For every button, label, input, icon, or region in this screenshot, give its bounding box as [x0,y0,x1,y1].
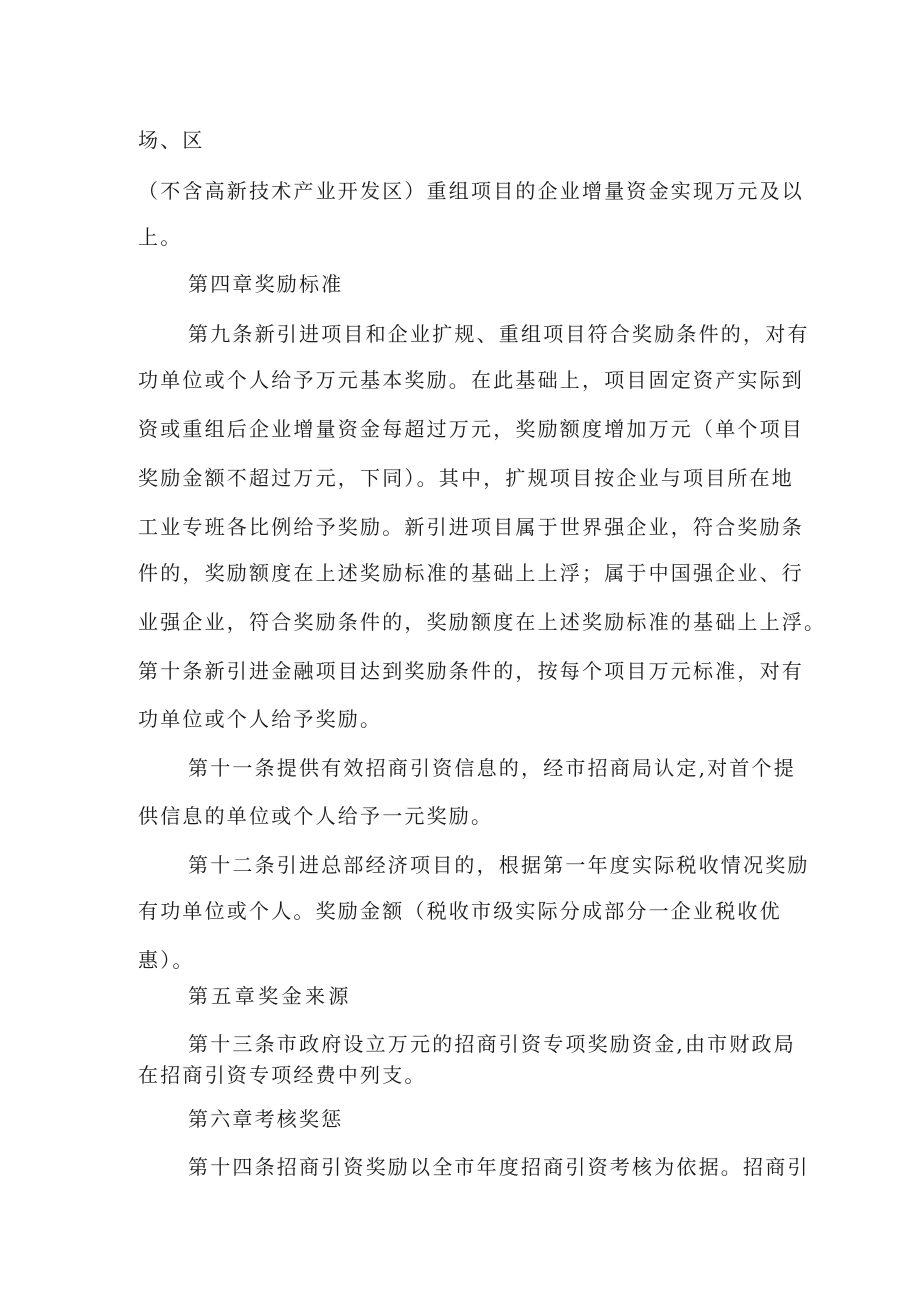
text-line: 功单位或个人给予奖励。 [138,707,383,731]
text-line: 工业专班各比例给予奖励。新引进项目属于世界强企业，符合奖励条 [138,515,804,539]
text-line: 惠）。 [138,948,195,972]
text-line: 资或重组后企业增量资金每超过万元，奖励额度增加万元（单个项目 [138,417,804,441]
text-line: （不含高新技术产业开发区）重组项目的企业增量资金实现万元及以 [138,179,804,203]
chapter-heading: 第四章奖励标准 [188,272,344,296]
text-line: 上。 [138,225,183,249]
text-line: 第十条新引进金融项目达到奖励条件的，按每个项目万元标准，对有 [138,659,804,683]
text-line: 第十二条引进总部经济项目的，根据第一年度实际税收情况奖励 [188,853,810,877]
text-line: 第十一条提供有效招商引资信息的，经市招商局认定,对首个提 [188,756,796,780]
text-line: 在招商引资专项经费中列支。 [138,1063,427,1087]
text-line: 场、区 [138,128,205,152]
text-line: 第九条新引进项目和企业扩规、重组项目符合奖励条件的，对有 [188,322,810,346]
text-line: 功单位或个人给予万元基本奖励。在此基础上，项目固定资产实际到 [138,368,804,392]
text-line: 第十四条招商引资奖励以全市年度招商引资考核为依据。招商引 [188,1155,810,1179]
text-line: 有功单位或个人。奖励金额（税收市级实际分成部分一企业税收优 [138,899,782,923]
text-line: 供信息的单位或个人给予一元奖励。 [138,804,494,828]
chapter-heading: 第六章考核奖惩 [188,1107,344,1131]
text-line: 件的，奖励额度在上述奖励标准的基础上上浮；属于中国强企业、行 [138,561,804,585]
text-line: 业强企业，符合奖励条件的，奖励额度在上述奖励标准的基础上上浮。 [138,610,827,634]
text-line: 第十三条市政府设立万元的招商引资专项奖励资金,由市财政局 [188,1032,796,1056]
text-line: 奖励金额不超过万元，下同）。其中，扩规项目按企业与项目所在地 [138,466,794,490]
chapter-heading: 第五章奖金来源 [188,984,352,1008]
